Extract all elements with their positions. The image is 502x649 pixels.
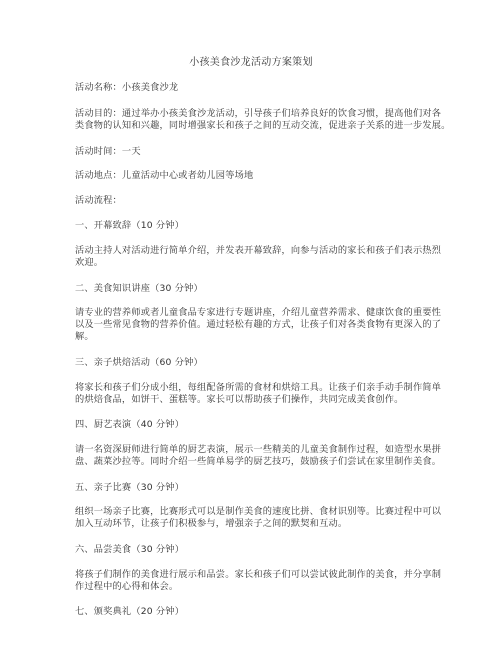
section-body-line: 请一名资深厨师进行简单的厨艺表演，展示一些精美的儿童美食制作过程，如造型水果拼	[75, 444, 442, 455]
section-body-line: 组织一场亲子比赛，比赛形式可以是制作美食的速度比拼、食材识别等。比赛过程中可以	[75, 506, 442, 517]
section-body-line: 将家长和孩子们分成小组，每组配备所需的食材和烘焙工具。让孩子们亲手动手制作简单	[75, 382, 442, 393]
section-body-line: 将孩子们制作的美食进行展示和品尝。家长和孩子们可以尝试彼此制作的美食，并分享制	[75, 569, 442, 580]
section-heading: 七、颁奖典礼（20 分钟）	[75, 606, 185, 617]
activity-name: 活动名称：小孩美食沙龙	[75, 82, 179, 93]
purpose-line-1: 活动目的：通过举办小孩美食沙龙活动，引导孩子们培养良好的饮食习惯，提高他们对各	[75, 108, 442, 119]
section-body-line: 加入互动环节，让孩子们积极参与，增强亲子之间的默契和互动。	[75, 518, 348, 529]
section-body-line: 作过程中的心得和体会。	[75, 581, 179, 592]
activity-place: 活动地点：儿童活动中心或者幼儿园等场地	[75, 170, 254, 181]
section-heading: 二、美食知识讲座（30 分钟）	[75, 283, 203, 294]
process-label: 活动流程：	[75, 195, 122, 206]
section-body-line: 解。	[75, 331, 94, 342]
section-heading: 四、厨艺表演（40 分钟）	[75, 419, 185, 430]
section-heading: 五、亲子比赛（30 分钟）	[75, 482, 185, 493]
document-title: 小孩美食沙龙活动方案策划	[189, 57, 313, 68]
section-body-line: 活动主持人对活动进行简单介绍，并发表开幕致辞，向参与活动的家长和孩子们表示热烈	[75, 245, 442, 256]
section-heading: 三、亲子烘焙活动（60 分钟）	[75, 357, 203, 368]
section-body-line: 欢迎。	[75, 257, 104, 268]
section-body-line: 的烘焙食品，如饼干、蛋糕等。家长可以帮助孩子们操作，共同完成美食创作。	[75, 394, 404, 405]
activity-time: 活动时间：一天	[75, 146, 141, 157]
section-heading: 六、品尝美食（30 分钟）	[75, 544, 185, 555]
purpose-line-2: 类食物的认知和兴趣，同时增强家长和孩子之间的互动交流，促进亲子关系的进一步发展。	[75, 120, 451, 131]
section-body-line: 盘、蔬菜沙拉等。同时介绍一些简单易学的厨艺技巧，鼓励孩子们尝试在家里制作美食。	[75, 456, 442, 467]
section-body-line: 请专业的营养师或者儿童食品专家进行专题讲座，介绍儿童营养需求、健康饮食的重要性	[75, 307, 442, 318]
section-body-line: 以及一些常见食物的营养价值。通过轻松有趣的方式，让孩子们对各类食物有更深入的了	[75, 319, 442, 330]
section-heading: 一、开幕致辞（10 分钟）	[75, 220, 185, 231]
